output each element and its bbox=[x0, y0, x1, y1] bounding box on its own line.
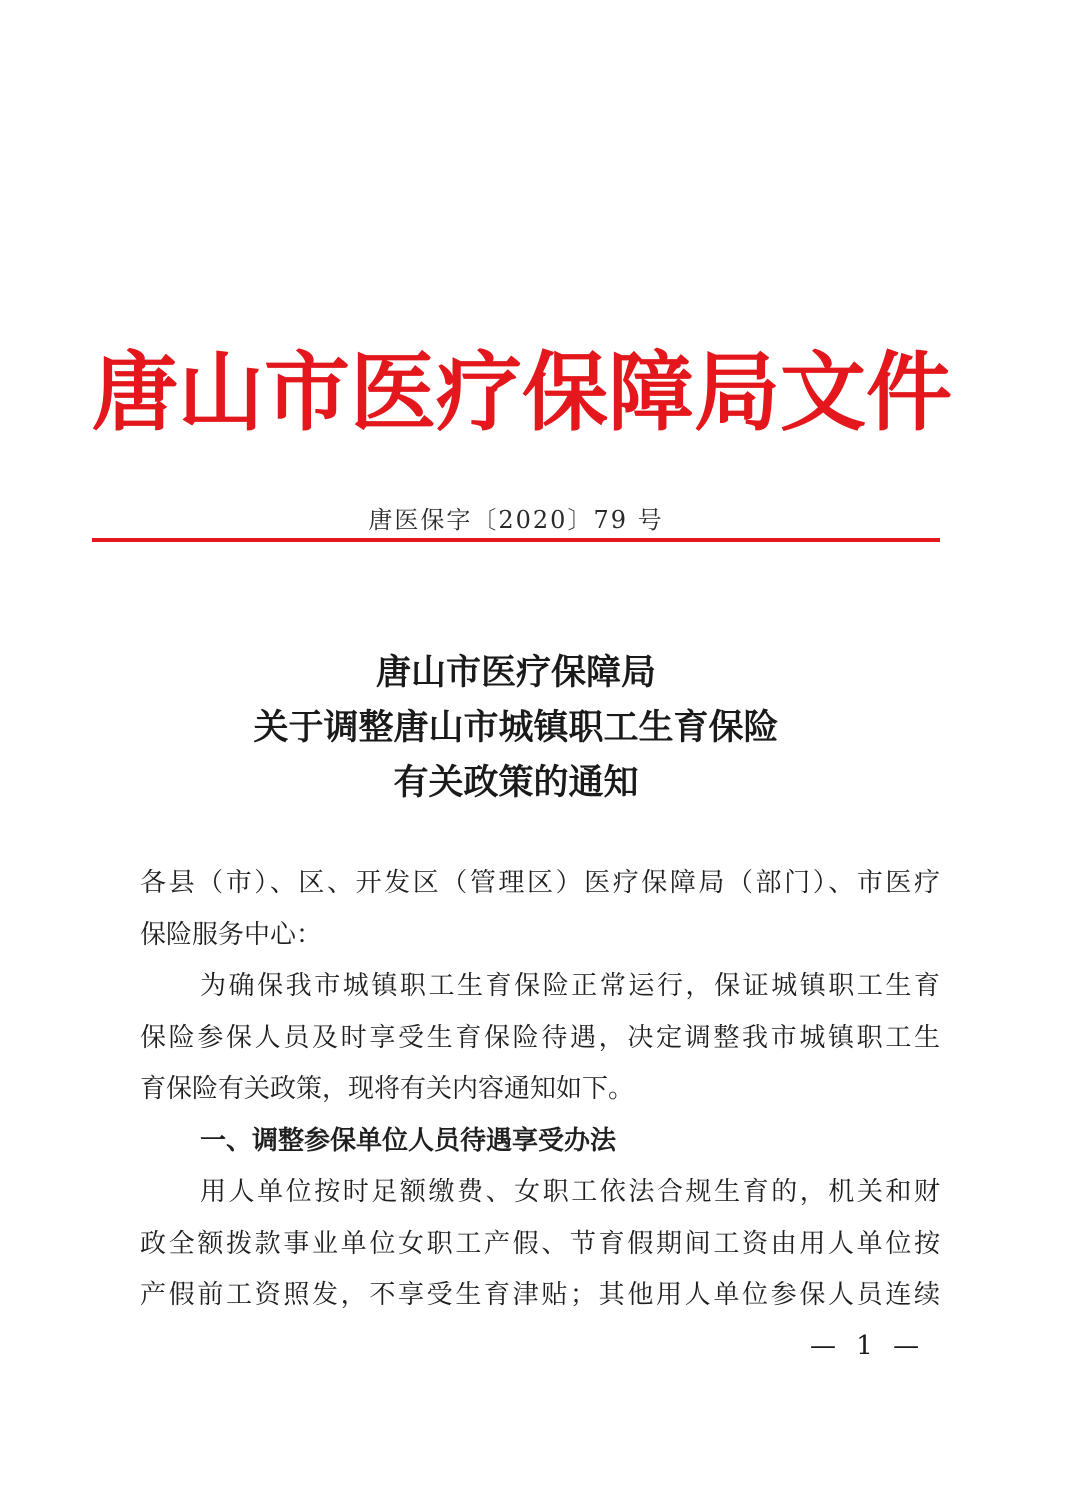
section-1-heading: 一、调整参保单位人员待遇享受办法 bbox=[200, 1125, 617, 1156]
addressee-line-1: 各县（市）、区、开发区（管理区）医疗保障局（部门）、市医疗 bbox=[140, 868, 940, 898]
paragraph-2-line-3: 产假前工资照发，不享受生育津贴；其他用人单位参保人员连续 bbox=[140, 1280, 940, 1310]
paragraph-2-line-1: 用人单位按时足额缴费、女职工依法合规生育的，机关和财 bbox=[200, 1177, 940, 1207]
paragraph-1-line-3: 育保险有关政策，现将有关内容通知如下。 bbox=[140, 1074, 635, 1104]
title-line-1: 唐山市医疗保障局 bbox=[375, 652, 656, 693]
paragraph-1-line-2: 保险参保人员及时享受生育保险待遇，决定调整我市城镇职工生 bbox=[140, 1022, 940, 1053]
masthead-title: 唐山市医疗保障局文件 bbox=[92, 342, 952, 443]
paragraph-2-line-2: 政全额拨款事业单位女职工产假、节育假期间工资由用人单位按 bbox=[140, 1228, 940, 1259]
body-text bbox=[140, 858, 940, 1322]
notice-title bbox=[92, 645, 940, 810]
title-line-2: 关于调整唐山市城镇职工生育保险 bbox=[253, 707, 779, 748]
document-number: 唐医保字〔2020〕79 号 bbox=[368, 506, 664, 534]
title-line-3: 有关政策的通知 bbox=[393, 762, 639, 803]
paragraph-1-line-1: 为确保我市城镇职工生育保险正常运行，保证城镇职工生育 bbox=[200, 971, 940, 1001]
page-number: — 1 — bbox=[810, 1331, 926, 1361]
red-divider bbox=[92, 538, 940, 542]
addressee-line-2: 保险服务中心： bbox=[140, 919, 323, 950]
